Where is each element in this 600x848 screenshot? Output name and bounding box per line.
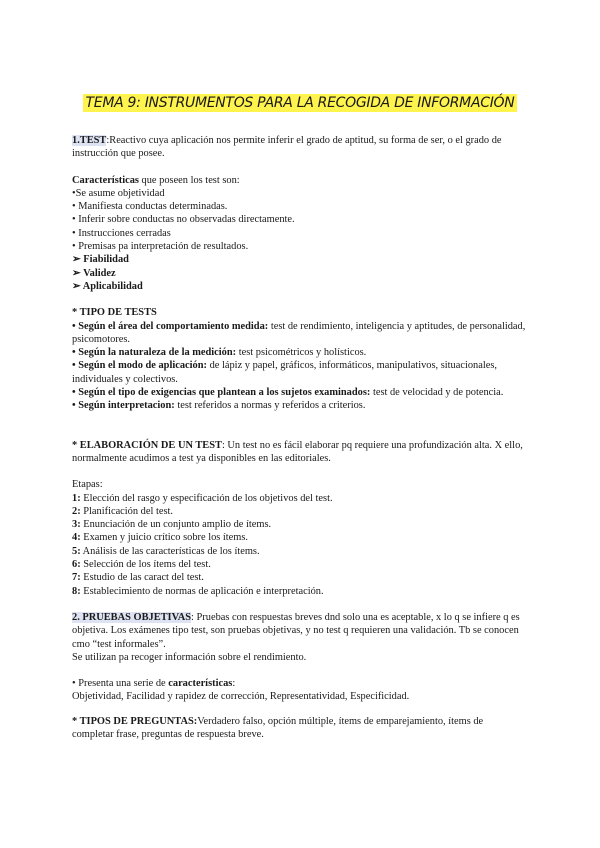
tipos-preguntas-text: Verdadero falso, opción múltiple, ítems de emparejamiento, ítems de completar frase, preguntas de respuesta breve. (72, 715, 484, 740)
tipo-text: test psicométricos y holísticos. (236, 347, 367, 359)
pruebas-characteristics-list: Objetividad, Facilidad y rapidez de corrección, Representatividad, Especificidad. (72, 691, 410, 703)
characteristics-label: Características (72, 174, 139, 186)
etapas-label: Etapas: (72, 479, 103, 491)
tipos-heading: * TIPO DE TESTS (72, 307, 157, 319)
characteristic-item: • Manifiesta conductas determinadas. (72, 201, 228, 213)
characteristic-item: •Se asume objetividad (72, 187, 165, 199)
elaboracion-paragraph (72, 439, 527, 466)
page-title: TEMA 9: INSTRUMENTOS PARA LA RECOGIDA DE INFORMACIÓN (83, 94, 518, 112)
etapa-number: 2: (72, 505, 81, 517)
etapa-text: Análisis de las características de los ítems. (80, 545, 260, 557)
tipo-item (72, 399, 527, 412)
tipo-label: • Según el tipo de exigencias que plantean a los sujetos examinados: (72, 387, 371, 399)
etapa-text: Planificación del test. (80, 505, 173, 517)
tipo-text: de lápiz y papel, gráficos, informáticos, manipulativos, situacionales, individuales y colectivos. (72, 360, 497, 385)
title-wrap (0, 94, 600, 112)
etapa-number: 5: (72, 545, 81, 557)
pruebas-objetivas-text: : Pruebas con respuestas breves dnd solo una es aceptable, x lo q se infiere q es objetiva. Los exámenes tipo test, son pruebas objetivas, y no test q requieren una validación. Tb se conocen cmo “test informales”. (72, 611, 520, 650)
characteristics-intro (72, 174, 527, 187)
characteristics-intro-text: que poseen los test son: (138, 174, 240, 186)
etapa-item (72, 518, 527, 531)
etapa-number: 3: (72, 519, 81, 531)
pruebas-characteristics-pre: • Presenta una serie de (72, 678, 169, 690)
arrow-item-aplicabilidad: ➢ Aplicabilidad (72, 280, 143, 292)
etapa-text: Elección del rasgo y especificación de los objetivos del test. (80, 492, 333, 504)
etapa-number: 1: (72, 492, 81, 504)
elaboracion-heading: * ELABORACIÓN DE UN TEST (72, 439, 222, 451)
arrow-item-fiabilidad: ➢ Fiabilidad (72, 254, 129, 266)
etapa-item (72, 531, 527, 544)
pruebas-objetivas-use: Se utilizan pa recoger información sobre el rendimiento. (72, 651, 307, 663)
pruebas-objetivas-paragraph (72, 611, 527, 651)
test-definition (72, 134, 527, 161)
etapa-item (72, 571, 527, 584)
etapa-item (72, 492, 527, 505)
etapa-item (72, 505, 527, 518)
pruebas-characteristics-label: características (168, 678, 233, 690)
tipo-text: test referidos a normas y referidos a criterios. (174, 400, 366, 412)
etapa-text: Examen y juicio crítico sobre los ítems. (80, 532, 249, 544)
tipo-label: • Según el área del comportamiento medida: (72, 320, 269, 332)
tipo-item (72, 386, 527, 399)
section-2-heading: 2. PRUEBAS OBJETIVAS (72, 611, 192, 623)
tipo-item (72, 359, 527, 386)
etapa-text: Estudio de las caract del test. (80, 572, 204, 584)
tipo-label: • Según el modo de aplicación: (72, 360, 207, 372)
document-body (72, 134, 527, 741)
test-definition-text: :Reactivo cuya aplicación nos permite inferir el grado de aptitud, su forma de ser, o el grado de instrucción que posee. (72, 135, 502, 160)
etapa-number: 7: (72, 572, 81, 584)
etapa-item (72, 545, 527, 558)
etapa-text: Enunciación de un conjunto amplio de ítems. (80, 519, 272, 531)
characteristic-item: • Inferir sobre conductas no observadas directamente. (72, 214, 295, 226)
etapa-text: Selección de los ítems del test. (80, 559, 211, 571)
section-1-heading: 1.TEST (72, 135, 107, 146)
tipo-item (72, 320, 527, 347)
etapa-number: 8: (72, 585, 81, 597)
tipo-label: • Según la naturaleza de la medición: (72, 347, 237, 359)
tipo-text: test de velocidad y de potencia. (370, 387, 504, 399)
etapa-number: 4: (72, 532, 81, 544)
characteristic-item: • Premisas pa interpretación de resultados. (72, 241, 249, 253)
elaboracion-text: : Un test no es fácil elaborar pq requiere una profundización alta. X ello, normalmente acudimos a test ya disponibles en las editoriales. (72, 439, 523, 464)
tipo-item (72, 346, 527, 359)
tipos-preguntas-heading: * TIPOS DE PREGUNTAS: (72, 715, 198, 727)
etapa-text: Establecimiento de normas de aplicación e interpretación. (80, 585, 324, 597)
pruebas-characteristics-intro (72, 677, 527, 690)
characteristic-item: • Instrucciones cerradas (72, 227, 171, 239)
pruebas-characteristics-post: : (232, 678, 236, 690)
arrow-item-validez: ➢ Validez (72, 267, 116, 279)
etapa-item (72, 585, 527, 598)
tipos-preguntas-paragraph (72, 715, 527, 742)
etapa-item (72, 558, 527, 571)
tipo-label: • Según interpretacion: (72, 400, 175, 412)
etapa-number: 6: (72, 559, 81, 571)
tipo-text: test de rendimiento, inteligencia y aptitudes, de personalidad, psicomotores. (72, 320, 526, 345)
